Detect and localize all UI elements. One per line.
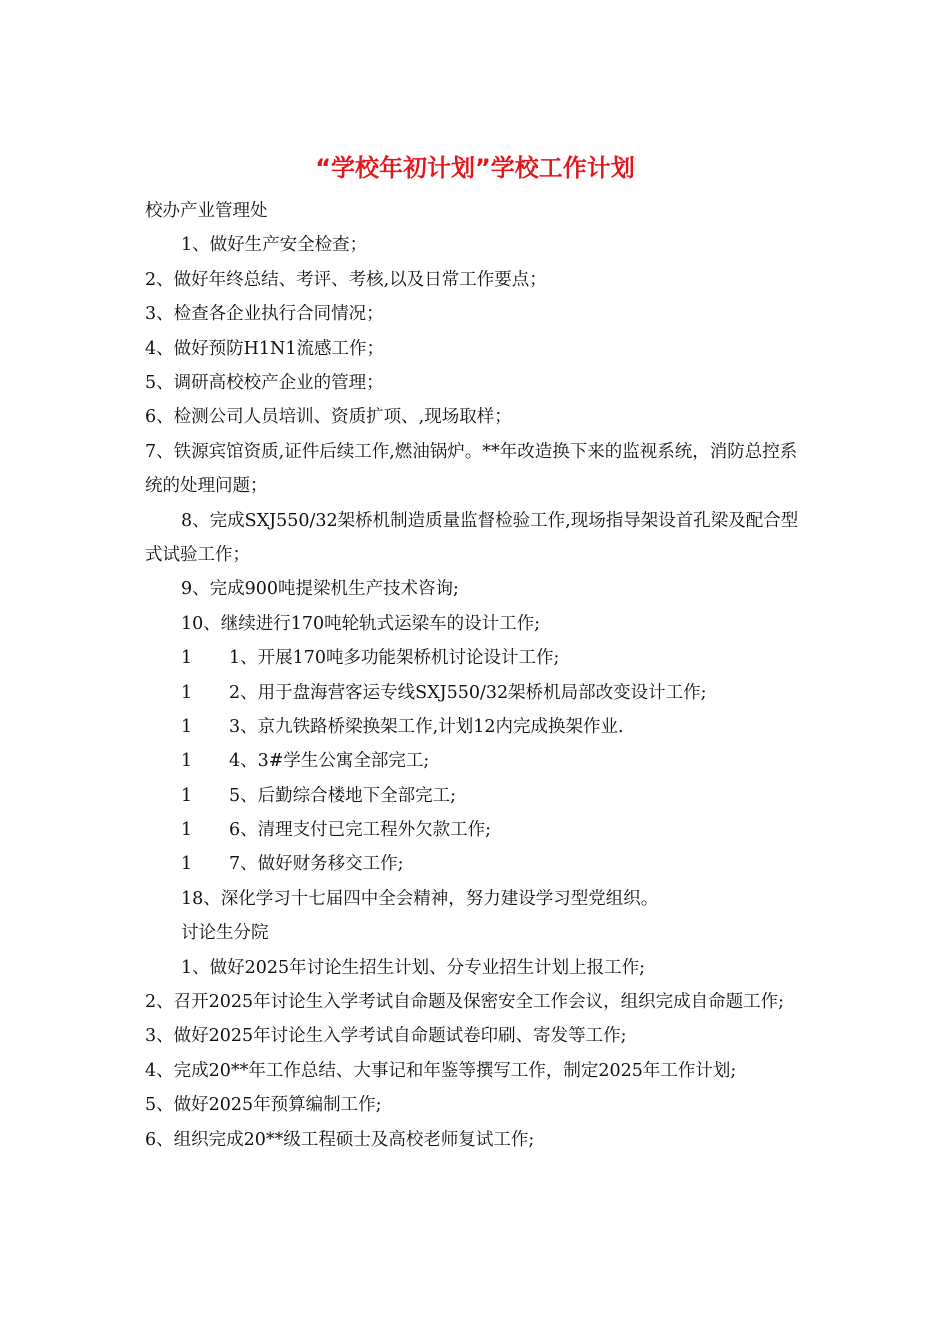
- list-item: 5、调研高校校产企业的管理；: [145, 372, 384, 393]
- section-heading: 讨论生分院: [181, 923, 269, 944]
- item-text: 6、清理支付已完工程外欠款工作;: [229, 820, 492, 841]
- item-number: 1: [181, 854, 193, 875]
- item-text: 1、开展170吨多功能架桥机讨论设计工作;: [229, 648, 560, 669]
- list-item: 1、做好2025年讨论生招生计划、分专业招生计划上报工作;: [181, 957, 646, 978]
- list-item: 6、检测公司人员培训、资质扩项、,现场取样；: [145, 407, 512, 428]
- list-item: [145, 847, 810, 881]
- list-item: [145, 641, 810, 675]
- document-title: “学校年初计划”学校工作计划: [315, 154, 635, 182]
- list-item: [145, 779, 810, 813]
- list-item: [145, 813, 810, 847]
- section-heading: 校办产业管理处: [145, 201, 268, 221]
- list-item: 5、做好2025年预算编制工作;: [145, 1095, 382, 1116]
- list-item: [145, 676, 810, 710]
- list-item: 7、铁源宾馆资质,证件后续工作,燃油锅炉。**年改造换下来的监视系统，消防总控系统的处理问题；: [145, 441, 798, 497]
- item-number: 1: [181, 682, 193, 703]
- item-number: 1: [181, 648, 193, 669]
- document-body: [145, 194, 810, 1157]
- list-item: 6、组织完成20**级工程硕士及高校老师复试工作;: [145, 1129, 535, 1150]
- list-item: [145, 710, 810, 744]
- item-number: 1: [181, 820, 193, 841]
- list-item: 10、继续进行170吨轮轨式运梁车的设计工作;: [181, 613, 541, 634]
- item-number: 1: [181, 785, 193, 806]
- list-item: [145, 744, 810, 778]
- list-item: 4、完成20**年工作总结、大事记和年鉴等撰写工作，制定2025年工作计划;: [145, 1060, 737, 1081]
- list-item: 3、检查各企业执行合同情况；: [145, 304, 384, 325]
- list-item: 2、召开2025年讨论生入学考试自命题及保密安全工作会议，组织完成自命题工作;: [145, 992, 785, 1013]
- item-text: 2、用于盘海营客运专线SXJ550/32架桥机局部改变设计工作;: [229, 682, 707, 703]
- item-text: 3、京九铁路桥梁换架工作,计划12内完成换架作业.: [229, 716, 624, 737]
- list-item: 8、完成SXJ550/32架桥机制造质量监督检验工作,现场指导架设首孔梁及配合型式试验工作；: [145, 510, 799, 565]
- list-item: 2、做好年终总结、考评、考核,以及日常工作要点；: [145, 269, 547, 290]
- list-item: 18、深化学习十七届四中全会精神，努力建设学习型党组织。: [181, 888, 659, 909]
- item-number: 1: [181, 716, 193, 737]
- list-item: 4、做好预防H1N1流感工作；: [145, 338, 384, 359]
- item-text: 7、做好财务移交工作;: [229, 854, 404, 875]
- list-item: 3、做好2025年讨论生入学考试自命题试卷印刷、寄发等工作;: [145, 1026, 627, 1047]
- item-number: 1: [181, 751, 193, 772]
- item-text: 4、3#学生公寓全部完工;: [229, 751, 430, 772]
- list-item: 1、做好生产安全检查；: [181, 235, 368, 256]
- item-text: 5、后勤综合楼地下全部完工;: [229, 785, 457, 806]
- list-item: 9、完成900吨提梁机生产技术咨询;: [181, 579, 459, 600]
